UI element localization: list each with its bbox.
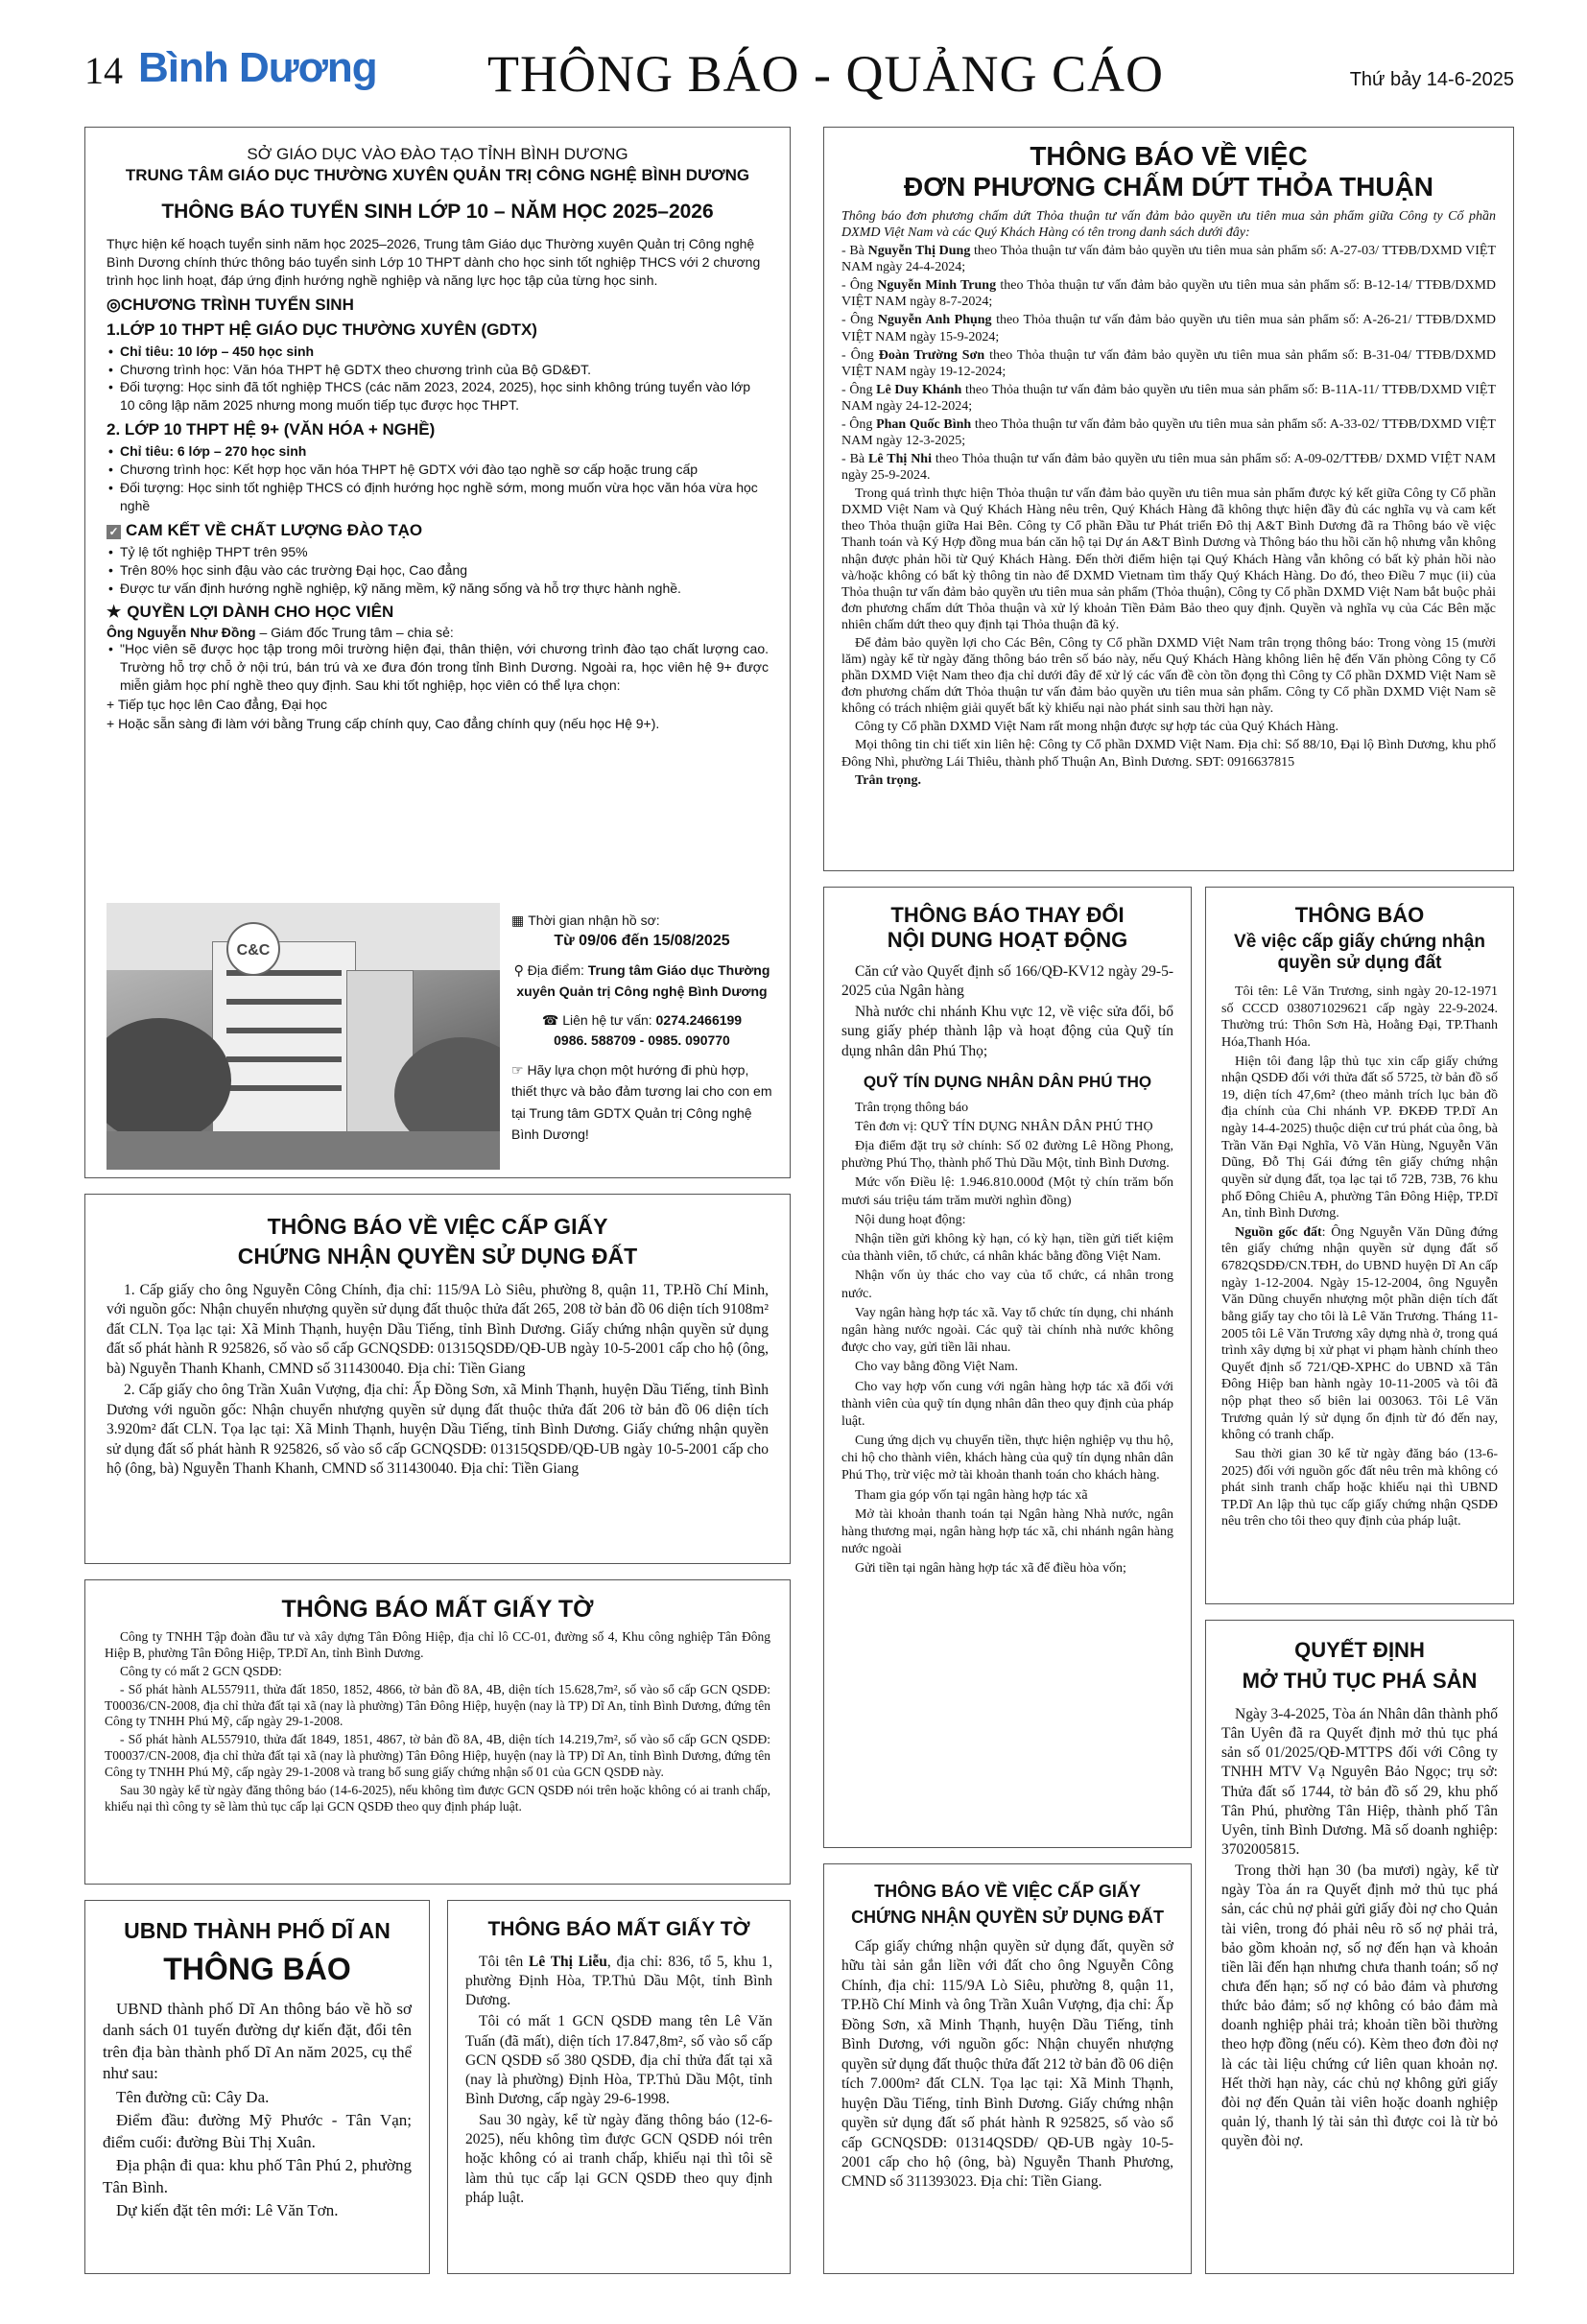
list-item: Trân trọng thông báo: [855, 1100, 969, 1115]
ad6-title: THÔNG BÁO MẤT GIẤY TỜ: [487, 1918, 750, 1940]
ad3-title-2: CHỨNG NHẬN QUYỀN SỬ DỤNG ĐẤT: [237, 1244, 638, 1269]
admission-ad: [84, 127, 791, 1178]
ad5-para-1: UBND thành phố Dĩ An thông báo về hồ sơ danh sách 01 tuyến đường dự kiến đặt, đổi tên trên địa bàn thành phố Dĩ An năm 2025, cụ thể như sau:: [103, 2000, 412, 2083]
ad8-para-1: Cấp giấy chứng nhận quyền sử dụng đất, quyền sở hữu tài sản gắn liền với đất cho ông Nguyễn Công Chính, địa chỉ: 115/9A Lò Siêu, phường 8, quận 11, TP.Hồ Chí Minh và ông Trần Xuân Vượng, địa chỉ: Ấp Đồng Sơn, xã Minh Thạnh, huyện Dầu Tiếng, tỉnh Bình Dương, với nguồn gốc: Nhận chuyển nhượng quyền sử dụng đất thuộc thửa đất 212 tờ bản đồ 06 diện tích 7.000m² đất CLN. Tọa lạc tại: Xã Minh Thạnh, huyện Dầu Tiếng, tỉnh Bình Dương. Giấy chứng nhận quyền sử dụng đất số phát hành R 925825, số vào sổ cấp GCNQSDĐ: 01314QSDĐ/ QĐ-UB ngày 10-5-2001 cấp cho hộ (ông, bà) Nguyễn Thanh Phương, CMND số 311393023. Địa chỉ: Tiền Giang.: [841, 1938, 1173, 2191]
ad6-para-1: Tôi tên Lê Thị Liễu, địa chỉ: 836, tổ 5, khu 1, phường Định Hòa, TP.Thủ Dầu Một, tỉnh Bình Dương.: [465, 1954, 772, 2009]
ad1-heading-quality: ✓ CAM KẾT VỀ CHẤT LƯỢNG ĐÀO TẠO: [107, 521, 769, 540]
list-item: • Đối tượng: Học sinh đã tốt nghiệp THCS (các năm 2023, 2024, 2025), học sinh không trúng tuyển vào lớp 10 công lập năm 2025 nhưng mong muốn tiếp tục được học THPT.: [107, 378, 769, 415]
ad7-detail-list: [841, 1100, 1173, 1578]
ad1-title: THÔNG BÁO TUYỂN SINH LỚP 10 – NĂM HỌC 2025–2026: [161, 201, 714, 223]
ad9-title-2: Về việc cấp giấy chứng nhận quyền sử dụng đất: [1234, 932, 1485, 973]
list-item: - Ông Nguyễn Anh Phụng theo Thỏa thuận tư vấn đảm bảo quyền ưu tiên mua sản phẩm số: A-26-21/ TTĐB/DXMD VIỆT NAM ngày 15-9-2024;: [841, 313, 1497, 344]
ad8-title-2: CHỨNG NHẬN QUYỀN SỬ DỤNG ĐẤT: [851, 1908, 1164, 1927]
ad1-org1: SỞ GIÁO DỤC VÀO ĐÀO TẠO TỈNH BÌNH DƯƠNG: [247, 145, 628, 163]
list-item: • Đối tượng: Học sinh tốt nghiệp THCS có định hướng học nghề sớm, mong muốn vừa học văn hóa vừa học nghề: [107, 479, 769, 515]
page-number: 14: [84, 49, 123, 92]
ad1-heading-benefit: ★ QUYỀN LỢI DÀNH CHO HỌC VIÊN: [107, 603, 394, 622]
list-item: • Chương trình học: Kết hợp học văn hóa THPT hệ GDTX với đào tạo nghề sơ cấp hoặc trung cấp: [107, 461, 769, 479]
ad4-para-3: - Số phát hành AL557911, thửa đất 1850, 1852, 4866, tờ bản đồ 8A, 4B, diện tích 15.628,7m², số vào sổ cấp GCN QSDĐ: T00036/CN-2008, địa chỉ thửa đất tại xã (nay là phường) Tân Đông Hiệp, huyện (nay là TP) Dĩ An, tỉnh Bình Dương, đứng tên Công ty TNHH Phú Mỹ, cấp ngày 29-1-2008.: [105, 1681, 770, 1729]
checkbox-icon: ✓: [107, 525, 121, 539]
ad1-speaker-line: Ông Nguyễn Như Đồng – Giám đốc Trung tâm – chia sẻ:: [107, 625, 454, 641]
ad1-program2-title: 2. LỚP 10 THPT HỆ 9+ (VĂN HÓA + NGHỀ): [107, 420, 436, 439]
ad1-place: ⚲ Địa điểm: Trung tâm Giáo dục Thường xuyên Quản trị Công nghệ Bình Dương: [513, 962, 770, 1000]
lost-documents-notice-1: [84, 1579, 791, 1885]
ad7-org: QUỸ TÍN DỤNG NHÂN DÂN PHÚ THỌ: [863, 1072, 1152, 1091]
ad10-title-2: MỞ THỦ TỤC PHÁ SẢN: [1242, 1669, 1478, 1693]
ad4-title: THÔNG BÁO MẤT GIẤY TỜ: [281, 1596, 594, 1623]
ad4-para-4: - Số phát hành AL557910, thửa đất 1849, 1851, 4867, tờ bản đồ 8A, 4B, diện tích 14.219,7m², số vào sổ cấp GCN QSDĐ: T00037/CN-2008, địa chỉ thửa đất tại xã (nay là phường) Tân Đông Hiệp, huyện (nay là TP) Dĩ An, tỉnh Bình Dương, đứng tên Công ty TNHH Phú Mỹ, cấp ngày 29-1-2008 và trang bổ sung giấy chứng nhận số 01 của GCN QSDĐ này.: [105, 1732, 770, 1779]
school-building-photo: [107, 903, 500, 1170]
ad3-para-2: 2. Cấp giấy cho ông Trần Xuân Vượng, địa chỉ: Ấp Đồng Sơn, xã Minh Thạnh, huyện Dầu Tiếng, tỉnh Bình Dương với nguồn gốc: Nhận chuyển nhượng quyền sử dụng đất thuộc thửa đất 206 tờ bản đồ 06 diện tích 3.920m² đất CLN. Tọa lạc tại: Xã Minh Thạnh, huyện Dầu Tiếng, tỉnh Bình Dương. Giấy chứng nhận quyền sử dụng đất số phát hành R 925826, số vào sổ cấp GCNQSDĐ: 01315QSDĐ/QĐ-UB ngày 10-5-2001 cấp cho hộ (ông, bà) Nguyễn Thanh Khanh, CMND số 311430040. Địa chỉ: Tiền Giang: [107, 1382, 769, 1478]
ad10-title-1: QUYẾT ĐỊNH: [1294, 1638, 1425, 1662]
phone-icon: ☎: [541, 1011, 563, 1028]
ad1-contact: ☎ Liên hệ tư vấn: 0274.2466199: [541, 1011, 743, 1028]
list-item: Mở tài khoản thanh toán tại Ngân hàng Nhà nước, ngân hàng thương mại, ngân hàng hợp tác xã, chi nhánh ngân hàng nước ngoài: [841, 1506, 1173, 1557]
ad2-para-2: Để đảm bảo quyền lợi cho Các Bên, Công ty Cổ phần DXMD Việt Nam trân trọng thông báo: Trong vòng 15 (mười lăm) ngày kể từ ngày đăng thông báo trên số báo này, nếu Quý Khách Hàng không liên hệ đến Văn phòng Công ty Cổ phần DXMD Việt Nam theo địa chỉ dưới đây để xử lý các vấn đề còn tồn đọng thì Công ty Cổ phần DXMD Việt Nam sẽ đơn phương chấm dứt Thỏa thuận tư vấn đảm bảo quyền ưu tiên mua sản phẩm. Công ty Cổ phần DXMD Việt Nam sẽ không có trách nhiệm giải quyết bất kỳ khiếu nại nào phát sinh sau thời hạn này.: [841, 635, 1496, 717]
ad2-para-1: Trong quá trình thực hiện Thỏa thuận tư vấn đảm bảo quyền ưu tiên mua sản phẩm được ký kết giữa Công ty Cổ phần DXMD Việt Nam và Quý Khách Hàng nêu trên, Quý Khách Hàng đã không thực hiện đầy đủ các nghĩa vụ và cam kết theo Thỏa thuận giữa Hai Bên. Công ty Cổ phần Đầu tư Phát triển Đô thị A&T Bình Dương đã ra Thông báo về việc Thanh toán và Ký Hợp đồng mua bán căn hộ tại Dự án A&T Bình Dương và Thông báo thu hồi căn hộ nhưng vẫn không nhận được phản hồi từ Quý Khách Hàng. Đến thời điểm hiện tại Quý Khách Hàng vẫn không có bất kỳ phản hồi nào và/hoặc không có bất kỳ thông tin nào để DXMD Vietnam tìm thấy Quý Khách Hàng. Do đó, theo Điều 7 mục (ii) của Thỏa thuận tư vấn đảm bảo quyền ưu tiên mua sản phẩm (Thỏa thuận), Công ty Cổ phần DXMD Việt Nam bắt buộc phải đơn phương chấm dứt Thỏa thuận và xử lý khoản Tiền Đảm Bảo theo quy định. Quyền và nghĩa vụ của Các Bên mặc nhiên chấm dứt theo quy định tại Thỏa thuận đã ký.: [841, 486, 1496, 632]
ad1-time-value: Từ 09/06 đến 15/08/2025: [554, 933, 730, 949]
ad7-para-2: Nhà nước chi nhánh Khu vực 12, về việc sửa đổi, bổ sung giấy phép thành lập và hoạt động của Quỹ tín dụng nhân dân Phú Thọ;: [841, 1004, 1173, 1059]
list-item: Nhận vốn ủy thác cho vay của tổ chức, cá nhân trong nước.: [841, 1269, 1173, 1301]
list-item: Mức vốn Điều lệ: 1.946.810.000đ (Một tỷ chín trăm bốn mươi sáu triệu tám trăm mười nghìn đồng): [841, 1175, 1173, 1208]
pointer-icon: ☞: [511, 1061, 528, 1078]
ad4-para-2: Công ty có mất 2 GCN QSDĐ:: [120, 1663, 282, 1678]
ad2-sign: Trân trọng.: [855, 772, 921, 788]
ad10-para-2: Trong thời hạn 30 (ba mươi) ngày, kể từ ngày Tòa án ra Quyết định mở thủ tục phá sản, các chủ nợ phải gửi giấy đòi nợ cho Quản tài viên, trong đó phải nêu rõ số nợ phải trả, bảo gồm khoản nợ, số nợ đến hạn và khoản tiền lãi đến hạn nhưng chưa thanh toán; số nợ chưa đến hạn; số nợ có bảo đảm và phương thức bảo đảm; số nợ không có bảo đảm mà doanh nghiệp phải trả; khoản tiền bồi thường theo hợp đồng (nếu có). Kèm theo đơn đòi nợ là các tài liệu chứng cứ liên quan khoản nợ. Hết thời hạn này, các chủ nợ không gửi giấy đòi nợ đến Quản tài viên hoặc doanh nghiệp quản lý, thanh lý tài sản thì được coi là từ bỏ quyền đòi nợ.: [1221, 1862, 1498, 2150]
list-item: - Ông Nguyễn Minh Trung theo Thỏa thuận tư vấn đảm bảo quyền ưu tiên mua sản phẩm số: B-12-14/ TTĐB/DXMD VIỆT NAM ngày 8-7-2024;: [841, 278, 1497, 310]
ad2-para-4: Mọi thông tin chi tiết xin liên hệ: Công ty Cổ phần DXMD Việt Nam. Địa chỉ: Số 88/10, Đại lộ Bình Dương, khu phố Đông Nhì, phường Lái Thiêu, thành phố Thuận An, Bình Dương. SĐT: 0916637815: [841, 738, 1496, 770]
di-an-notice: [84, 1900, 430, 2274]
ad9-para-4: Sau thời gian 30 kể từ ngày đăng báo (13-6-2025) đối với nguồn gốc đất nêu trên mà không có phát sinh tranh chấp hoặc khiếu nại thì UBND TP.Dĩ An lập thủ tục cấp giấy chứng nhận QSDĐ nêu trên cho tôi theo quy định của pháp luật.: [1221, 1446, 1498, 1530]
ad6-para-3: Sau 30 ngày, kể từ ngày đăng thông báo (12-6-2025), nếu không tìm được GCN QSDĐ nói trên hoặc không có ai tranh chấp, khiếu nại thì tôi sẽ làm thủ tục cấp lại GCN QSDĐ theo quy định pháp luật.: [465, 2112, 772, 2206]
ad1-closing: ☞ Hãy lựa chọn một hướng đi phù hợp, thiết thực và bảo đảm tương lai cho con em tại Trung tâm GDTX Quản trị Công nghệ Bình Dương!: [511, 1061, 772, 1142]
ad4-para-1: Công ty TNHH Tập đoàn đầu tư và xây dựng Tân Đông Hiệp, địa chỉ lô CC-01, đường số 4, Khu công nghiệp Tân Đông Hiệp B, phường Tân Đông Hiệp, TP.Dĩ An, tỉnh Bình Dương.: [105, 1629, 770, 1660]
ad9-para-3: Nguồn gốc đất: Ông Nguyễn Văn Dũng đứng tên giấy chứng nhận quyền sử dụng đất số 6782QSDĐ/CN.TĐH, do UBND huyện Dĩ An cấp ngày 1-12-2004. Ngày 15-12-2004, ông Nguyễn Văn Dũng chuyển nhượng một phần diện tích đất bằng giấy tay cho tôi là Lê Văn Trương. Tháng 11-2005 tôi Lê Văn Trương xây dựng nhà ở, trong quá trình xây dựng bị xử phạt vi phạm hành chính theo Quyết định số 721/QĐ-XPHC do UBND xã Tân Đông Hiệp ban hành ngày 10-11-2005 và tôi đã nộp phạt theo số biên lai 003063. Tôi Lê Văn Trương quản lý sử dụng ổn định từ đó đến nay, không có tranh chấp.: [1221, 1224, 1498, 1443]
ad5-para-4: Địa phận đi qua: khu phố Tân Phú 2, phường Tân Bình.: [103, 2156, 412, 2196]
list-item: • Tỷ lệ tốt nghiệp THPT trên 95%: [107, 543, 769, 561]
list-item: Địa điểm đặt trụ sở chính: Số 02 đường Lê Hồng Phong, phường Phú Thọ, thành phố Thủ Dầu Một, tỉnh Bình Dương.: [841, 1139, 1173, 1172]
ad3-title-1: THÔNG BÁO VỀ VIỆC CẤP GIẤY: [267, 1214, 608, 1239]
list-item: • Chỉ tiêu: 10 lớp – 450 học sinh: [107, 343, 769, 361]
ad1-option1: + Tiếp tục học lên Cao đẳng, Đại học: [107, 697, 327, 713]
list-item: - Bà Nguyễn Thị Dung theo Thỏa thuận tư vấn đảm bảo quyền ưu tiên mua sản phẩm số: A-27-03/ TTĐB/DXMD VIỆT NAM ngày 24-4-2024;: [841, 244, 1497, 275]
ad7-title-2: NỘI DUNG HOẠT ĐỘNG: [887, 928, 1128, 952]
issue-date: Thứ bảy 14-6-2025: [1349, 69, 1514, 90]
section-title: THÔNG BÁO - QUẢNG CÁO: [487, 45, 1164, 103]
list-item: Tham gia góp vốn tại ngân hàng hợp tác xã: [855, 1487, 1088, 1503]
lost-documents-notice-2: [447, 1900, 791, 2274]
termination-notice: [823, 127, 1514, 871]
ad1-program1-list: [107, 343, 769, 415]
ad1-contact-2: 0986. 588709 - 0985. 090770: [554, 1032, 730, 1048]
ad1-time-label: ▦ Thời gian nhận hồ sơ:: [511, 913, 660, 928]
land-use-notice: [1205, 887, 1514, 1604]
ad7-para-1: Căn cứ vào Quyết định số 166/QĐ-KV12 ngày 29-5-2025 của Ngân hàng: [841, 963, 1173, 1000]
ad9-title-1: THÔNG BÁO: [1294, 903, 1425, 927]
business-change-notice: [823, 887, 1192, 1848]
list-item: Cung ứng dịch vụ chuyển tiền, thực hiện nghiệp vụ thu hộ, chi hộ cho thành viên, khách hàng của quỹ tín dụng nhân dân Phú Thọ, trừ việc mở tài khoản thanh toán cho khách hàng.: [841, 1434, 1173, 1483]
ad1-option2: + Hoặc sẵn sàng đi làm với bằng Trung cấp chính quy, Cao đẳng chính quy (nếu học Hệ 9+).: [107, 716, 660, 732]
list-item: - Bà Lê Thị Nhi theo Thỏa thuận tư vấn đảm bảo quyền ưu tiên mua sản phẩm số: A-09-02/TTĐB/ DXMD VIỆT NAM ngày 25-9-2024.: [841, 452, 1496, 484]
ad1-heading-program: ◎CHƯƠNG TRÌNH TUYỂN SINH: [107, 295, 354, 314]
ad9-para-2: Hiện tôi đang lập thủ tục xin cấp giấy chứng nhận QSDĐ đối với thửa đất số 5725, tờ bản đồ số 19, diện tích 47,6m² (theo mảnh trích lục bản đồ địa chính của Chi nhánh VP. ĐKĐĐ TP.Dĩ An ngày 14-4-2025) thuộc diện cư trú phát của ông, bà Trần Văn Đại Nghĩa, Võ Văn Hùng, Nguyễn Văn Dũng, Đỗ Thị Gái đứng tên giấy chứng nhận quyền sử dụng đất, tọa lạc tại tổ 72B, 73B, 76 khu phố Đông Chiêu A, phường Tân Đông Hiệp, TP.Dĩ An, tỉnh Bình Dương.: [1221, 1054, 1498, 1221]
ad5-para-5: Dự kiến đặt tên mới: Lê Văn Tơn.: [116, 2200, 339, 2219]
ad1-quote: • "Học viên sẽ được học tập trong môi trường hiện đại, thân thiện, với chương trình đào tạo chất lượng cao. Trường hỗ trợ chỗ ở nội trú, bán trú và xe đưa đón trong tỉnh Bình Dương. Ngoài ra, học viên hệ 9+ được miễn giảm học phí nghề theo quy định. Sau khi tốt nghiệp, học viên có thể lựa chọn:: [107, 640, 769, 695]
star-icon: ★: [107, 603, 122, 622]
ad1-program2-list: [107, 442, 769, 515]
ad4-para-5: Sau 30 ngày kể từ ngày đăng thông báo (14-6-2025), nếu không tìm được GCN QSDĐ nói trên hoặc không có ai tranh chấp, khiếu nại thì công ty sẽ làm thủ tục cấp lại GCN QSDĐ theo quy định pháp luật.: [105, 1782, 770, 1814]
list-item: - Ông Phan Quốc Bình theo Thỏa thuận tư vấn đảm bảo quyền ưu tiên mua sản phẩm số: A-33-02/ TTĐB/DXMD VIỆT NAM ngày 12-3-2025;: [841, 416, 1496, 449]
location-pin-icon: ⚲: [513, 962, 528, 978]
ad2-title-2: ĐƠN PHƯƠNG CHẤM DỨT THỎA THUẬN: [903, 172, 1434, 202]
list-item: • Chỉ tiêu: 6 lớp – 270 học sinh: [107, 442, 769, 461]
ad6-para-2: Tôi có mất 1 GCN QSDĐ mang tên Lê Văn Tuấn (đã mất), diện tích 17.847,8m², số vào sổ cấp GCN QSDĐ số 380 QSDĐ, địa chỉ thửa đất tại xã (nay là phường) Định Hòa, TP.Thủ Dầu Một, tỉnh Bình Dương, cấp ngày 29-6-1998.: [465, 2013, 772, 2107]
ad2-intro: Thông báo đơn phương chấm dứt Thỏa thuận tư vấn đảm bảo quyền ưu tiên mua sản phẩm giữa Công ty Cổ phần DXMD Việt Nam và các Quý Khách Hàng có tên trong danh sách dưới đây:: [841, 209, 1496, 241]
ad9-para-1: Tôi tên: Lê Văn Trương, sinh ngày 20-12-1971 số CCCD 038071029621 cấp ngày 22-9-2024. Thường trú: Thôn Sơn Hà, Hoằng Đại, TP.Thanh Hóa,Thanh Hóa.: [1221, 984, 1498, 1050]
ad5-title: THÔNG BÁO: [163, 1952, 351, 1986]
ad2-para-3: Công ty Cổ phần DXMD Việt Nam rất mong nhận được sự hợp tác của Quý Khách Hàng.: [855, 720, 1339, 735]
calendar-icon: ▦: [511, 913, 525, 928]
list-item: Tên đơn vị: QUỸ TÍN DỤNG NHÂN DÂN PHÚ THỌ: [855, 1119, 1153, 1134]
list-item: - Ông Đoàn Trường Sơn theo Thỏa thuận tư vấn đảm bảo quyền ưu tiên mua sản phẩm số: B-31-04/ TTĐB/DXMD VIỆT NAM ngày 19-12-2024;: [841, 347, 1496, 379]
ad1-program1-title: 1.LỚP 10 THPT HỆ GIÁO DỤC THƯỜNG XUYÊN (GDTX): [107, 320, 537, 339]
ad2-customer-list: [841, 243, 1496, 484]
list-item: • Được tư vấn định hướng nghề nghiệp, kỹ năng mềm, kỹ năng sống và hỗ trợ thực hành nghề.: [107, 580, 769, 598]
ad7-title-1: THÔNG BÁO THAY ĐỔI: [890, 903, 1125, 927]
school-logo-icon: C&C: [226, 922, 280, 976]
ad8-title-1: THÔNG BÁO VỀ VIỆC CẤP GIẤY: [874, 1882, 1141, 1901]
list-item: • Trên 80% học sinh đậu vào các trường Đại học, Cao đẳng: [107, 561, 769, 580]
ad5-para-2: Tên đường cũ: Cây Da.: [116, 2087, 270, 2106]
newspaper-logo: Bình Dương: [138, 44, 377, 91]
list-item: Vay ngân hàng hợp tác xã. Vay tổ chức tín dụng, chi nhánh ngân hàng nước ngoài. Các quỹ tài chính nhà nước không được cho vay, gửi tiền lãi nhau.: [841, 1305, 1173, 1356]
list-item: Gửi tiền tại ngân hàng hợp tác xã để điều hòa vốn;: [855, 1561, 1126, 1577]
ad1-org2: TRUNG TÂM GIÁO DỤC THƯỜNG XUYÊN QUẢN TRỊ CÔNG NGHỆ BÌNH DƯƠNG: [125, 166, 750, 184]
target-icon: ◎: [107, 295, 121, 314]
page-header: [84, 36, 1514, 113]
bankruptcy-decision: [1205, 1620, 1514, 2274]
land-certificate-notice-1: [84, 1194, 791, 1564]
ad5-para-3: Điểm đầu: đường Mỹ Phước - Tân Vạn; điểm cuối: đường Bùi Thị Xuân.: [103, 2111, 412, 2151]
ad1-intro: Thực hiện kế hoạch tuyển sinh năm học 2025–2026, Trung tâm Giáo dục Thường xuyên Quản trị Công nghệ Bình Dương chính thức thông báo tuyển sinh Lớp 10 THPT dành cho học sinh tốt nghiệp THCS với 2 chương trình học linh hoạt, đáp ứng định hướng nghề nghiệp và năng lực học tập của từng học sinh.: [107, 236, 761, 288]
ad5-org: UBND THÀNH PHỐ DĨ AN: [124, 1918, 391, 1943]
ad2-title-1: THÔNG BÁO VỀ VIỆC: [1030, 141, 1308, 171]
ad10-para-1: Ngày 3-4-2025, Tòa án Nhân dân thành phố Tân Uyên đã ra Quyết định mở thủ tục phá sản số 01/2025/QĐ-MTTPS đối với Công ty TNHH MTV Vạ Nguyên Bảo Ngọc; trụ sở: Thửa đất số 1744, tờ bản đồ số 29, khu phố Tân Phú, phường Tân Hiệp, thành phố Tân Uyên, tỉnh Bình Dương. Mã số doanh nghiệp: 3702005815.: [1221, 1706, 1498, 1858]
list-item: • Chương trình học: Văn hóa THPT hệ GDTX theo chương trình của Bộ GD&ĐT.: [107, 361, 769, 379]
list-item: Cho vay hợp vốn cung với ngân hàng hợp tác xã đối với thành viên của quỹ tín dụng nhân dân theo quy định của pháp luật.: [841, 1379, 1173, 1429]
list-item: - Ông Lê Duy Khánh theo Thỏa thuận tư vấn đảm bảo quyền ưu tiên mua sản phẩm số: B-11A-11/ TTĐB/DXMD VIỆT NAM ngày 24-12-2024;: [841, 382, 1496, 414]
list-item: Nhận tiền gửi không kỳ hạn, có kỳ hạn, tiền gửi tiết kiệm của thành viên, tổ chức, cá nhân khác bằng đồng Việt Nam.: [841, 1232, 1173, 1265]
list-item: Nội dung hoạt động:: [855, 1212, 966, 1227]
ad1-quality-list: [107, 543, 769, 598]
list-item: Cho vay bằng đồng Việt Nam.: [855, 1360, 1018, 1375]
land-certificate-notice-2: [823, 1863, 1192, 2274]
ad3-para-1: 1. Cấp giấy cho ông Nguyễn Công Chính, địa chỉ: 115/9A Lò Siêu, phường 8, quận 11, TP.Hồ Chí Minh, với nguồn gốc: Nhận chuyển nhượng quyền sử dụng đất thuộc thửa đất 265, 208 tờ bản đồ 06 diện tích 9108m² đất CLN. Tọa lạc tại: Xã Minh Thạnh, huyện Dầu Tiếng, tỉnh Bình Dương. Giấy chứng nhận quyền sử dụng đất số phát hành R 925826, số vào sổ cấp GCNQSDĐ: 01315QSDĐ/QĐ-UB ngày 10-5-2001 cấp cho hộ (ông, bà) Nguyễn Thanh Khanh, CMND số 311430040. Địa chỉ: Tiền Giang: [107, 1282, 769, 1377]
ad1-info-column: [511, 913, 772, 1145]
